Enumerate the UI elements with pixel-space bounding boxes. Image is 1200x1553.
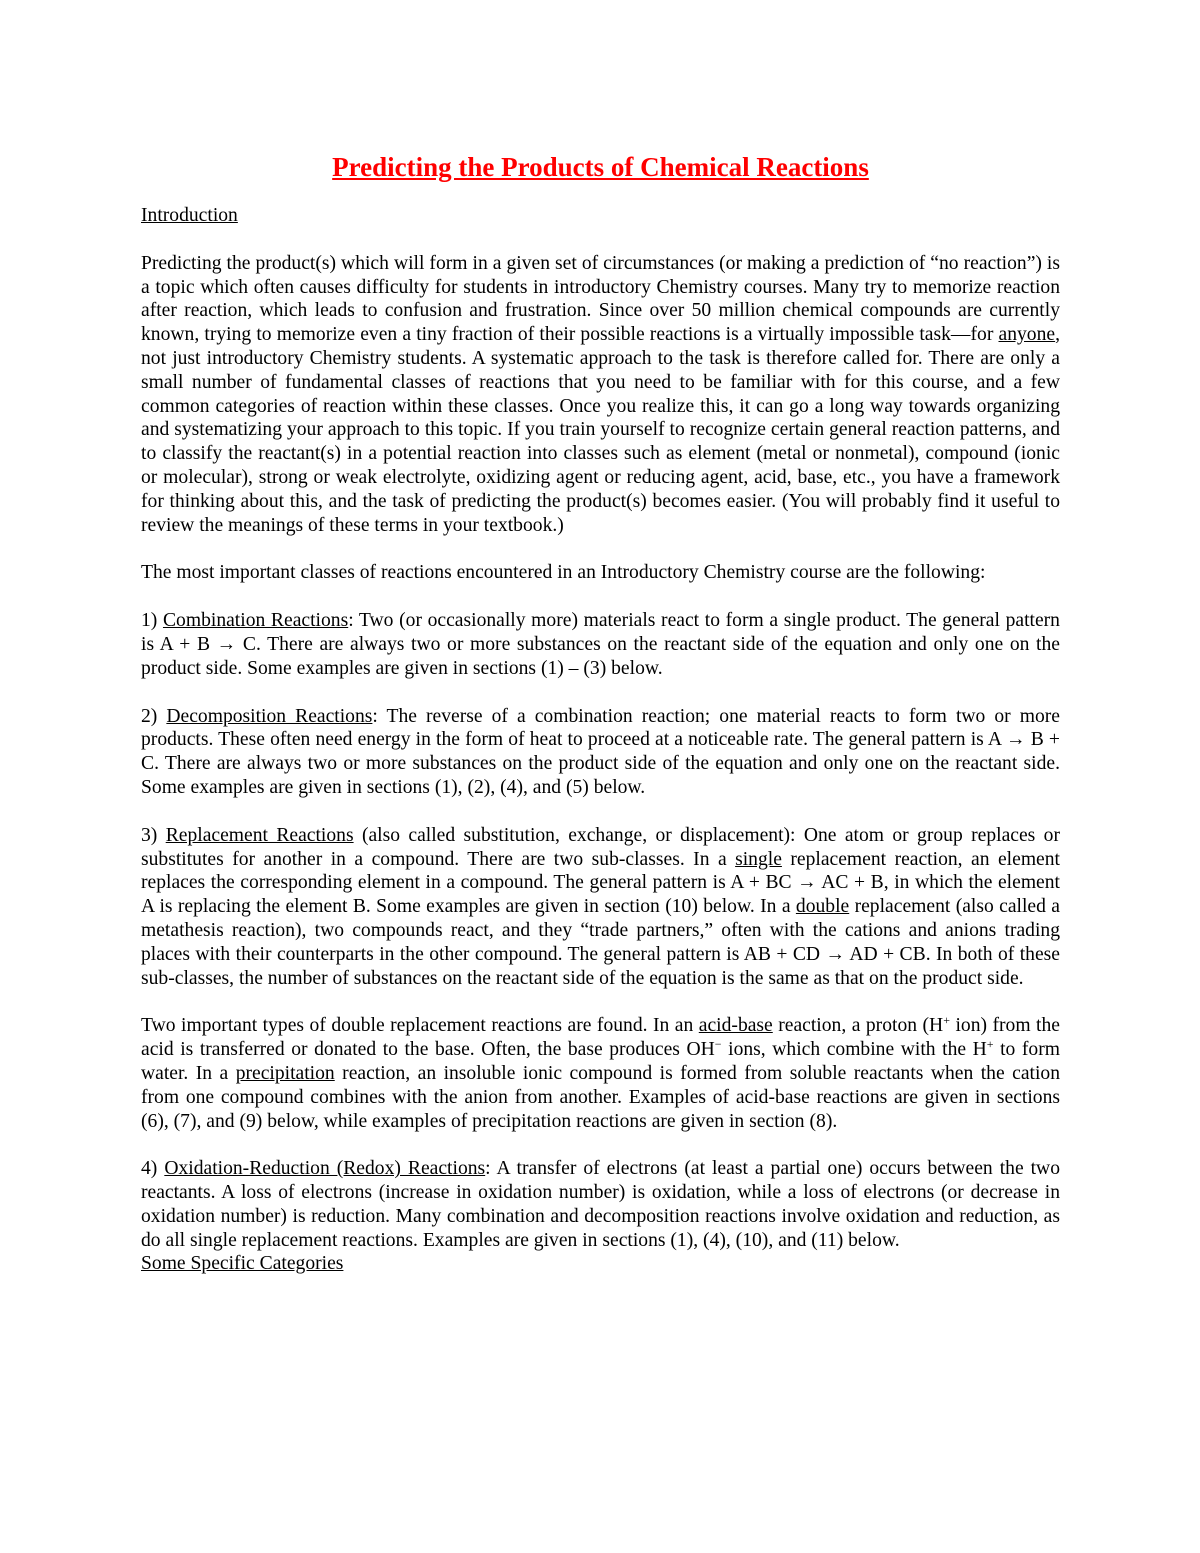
- replacement-text-2: replacement reaction, an element replaces the corresponding element in a compound. The general pattern is A + BC → AC + B, in which the element A is replacing the element B. Some examples are given in section (10) below. In a: [141, 848, 1060, 918]
- double-emphasis: double: [795, 896, 850, 918]
- decomposition-text: : The reverse of a combination reaction; one material reacts to form two or more products. These often need energy in the form of heat to proceed at a noticeable rate. The general pattern is A → B + C. There are always two or more substances on the product side of the equation and only one on the reactant side. Some examples are given in sections (1), (2), (4), and (5) below.: [141, 705, 1060, 798]
- redox-term: Oxidation-Reduction (Redox) Reactions: [164, 1158, 486, 1180]
- redox-text: : A transfer of electrons (at least a partial one) occurs between the two reactants. A loss of electrons (increase in oxidation number) is oxidation, while a loss of electrons (or decrease in oxidation number) is reduction. Many combination and decomposition reactions involve oxidation and reduction, as do all single replacement reactions. Examples are given in sections (1), (4), (10), and (11) below.: [141, 1158, 1061, 1251]
- decomposition-number: 2): [141, 705, 158, 727]
- replacement-number: 3): [141, 824, 158, 846]
- combination-number: 1): [141, 610, 158, 632]
- replacement-text-1: (also called substitution, exchange, or displacement): One atom or group replaces or substitutes for another in a compound. There are two sub-classes. In a: [141, 824, 1060, 870]
- combination-paragraph: [141, 609, 1060, 680]
- anyone-emphasis: anyone: [998, 324, 1056, 346]
- intro-heading: Introduction: [141, 205, 238, 226]
- replacement-text-3: replacement (also called a metathesis reaction), two compounds react, and they “trade partners,” often with the cations and anions trading places with their counterparts in the other compound. The general pattern is AB + CD → AD + CB. In both of these sub-classes, the number of substances on the reactant side of the equation is the same as that on the product side.: [141, 896, 1060, 989]
- double-types-text-3: ion) from the acid is transferred or donated to the base. Often, the base produces OH: [141, 1015, 1060, 1061]
- combination-text: : Two (or occasionally more) materials react to form a single product. The general pattern is A + B → C. There are always two or more substances on the reactant side of the equation and only one on the product side. Some examples are given in sections (1) – (3) below.: [141, 610, 1060, 679]
- replacement-paragraph: [141, 824, 1060, 991]
- proton-charge-sup: +: [943, 1013, 950, 1028]
- specific-categories-heading: Some Specific Categories: [141, 1253, 344, 1275]
- single-emphasis: single: [735, 848, 782, 870]
- redox-number: 4): [141, 1158, 158, 1180]
- double-types-text-1: Two important types of double replacement reactions are found. In an: [141, 1015, 699, 1037]
- double-types-text-6: reaction, an insoluble ionic compound is formed from soluble reactants when the cation from one compound combines with the anion from another. Examples of acid-base reactions are given in sections (6), (7), and (9) below, while examples of precipitation reactions are given in section (8).: [141, 1062, 1060, 1132]
- redox-paragraph: [141, 1157, 1060, 1252]
- hydroxide-charge-sup: −: [714, 1037, 722, 1052]
- classes-intro-paragraph: The most important classes of reactions encountered in an Introductory Chemistry course are the following:: [141, 562, 986, 584]
- intro-paragraph: [141, 252, 1060, 538]
- acid-base-term: acid-base: [698, 1015, 773, 1037]
- page-title: Predicting the Products of Chemical Reactions: [332, 152, 869, 182]
- replacement-term: Replacement Reactions: [165, 824, 354, 846]
- decomposition-term: Decomposition Reactions: [166, 705, 373, 727]
- proton-charge-sup-2: +: [986, 1037, 994, 1052]
- decomposition-paragraph: [141, 705, 1060, 800]
- double-types-text-2: reaction, a proton (H: [772, 1015, 944, 1037]
- intro-text-2: , not just introductory Chemistry students. A systematic approach to the task is therefore called for. There are only a small number of fundamental classes of reactions that you need to be familiar with for this course, and a few common categories of reaction within these classes. Once you realize this, it can go a long way towards organizing and systematizing your approach to this topic. If you train yourself to recognize certain general reaction patterns, and to classify the reactant(s) in a potential reaction into classes such as element (metal or nonmetal), compound (ionic or molecular), strong or weak electrolyte, oxidizing agent or reducing agent, acid, base, etc., you have a framework for thinking about this, and the task of predicting the product(s) becomes easier. (You will probably find it useful to review the meanings of these terms in your textbook.): [141, 324, 1060, 536]
- combination-term: Combination Reactions: [162, 610, 349, 632]
- double-types-text-5: to form water. In a: [141, 1039, 1060, 1084]
- intro-text-1: Predicting the product(s) which will form in a given set of circumstances (or making a prediction of “no reaction”) is a topic which often causes difficulty for students in introductory Chemistry courses. Many try to memorize reaction after reaction, which leads to confusion and frustration. Since over 50 million chemical compounds are currently known, trying to memorize even a tiny fraction of their possible reactions is a virtually impossible task—for: [141, 252, 1060, 346]
- precipitation-term: precipitation: [235, 1062, 335, 1084]
- double-replacement-types-paragraph: [141, 1014, 1060, 1133]
- double-types-text-4: ions, which combine with the H: [721, 1039, 987, 1061]
